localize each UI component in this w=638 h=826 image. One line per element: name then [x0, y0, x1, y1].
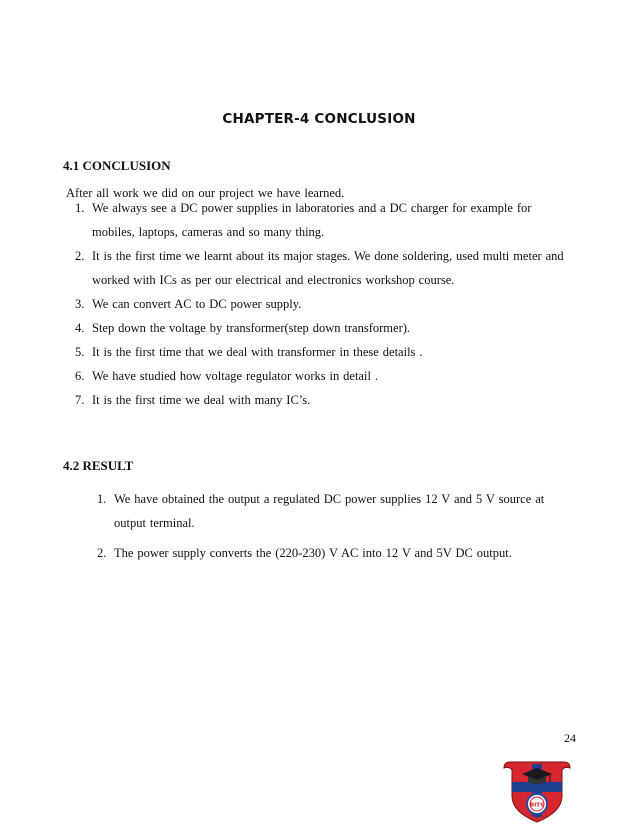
list-text-line: We have studied how voltage regulator works in detail .: [92, 369, 378, 383]
list-text-line: Step down the voltage by transformer(step down transformer).: [92, 321, 411, 335]
college-crest-logo: [500, 754, 574, 824]
list-number: 5.: [75, 345, 85, 359]
list-item: [75, 292, 592, 316]
conclusion-intro: After all work we did on our project we have learned.: [66, 186, 345, 200]
list-number: 1.: [97, 492, 107, 506]
list-text-line: mobiles, laptops, cameras and so many thing.: [92, 225, 325, 239]
list-item: [75, 388, 592, 412]
list-text-line: output terminal.: [114, 516, 195, 530]
list-text-line: It is the first time that we deal with transformer in these details .: [92, 345, 423, 359]
list-item: [75, 316, 592, 340]
conclusion-list: [75, 196, 592, 412]
list-number: 2.: [97, 546, 107, 560]
list-number: 2.: [75, 249, 85, 263]
list-number: 4.: [75, 321, 85, 335]
page-number: 24: [564, 731, 576, 745]
list-number: 6.: [75, 369, 85, 383]
chapter-title: CHAPTER-4 CONCLUSION: [222, 111, 416, 127]
list-item: [75, 196, 592, 244]
list-text-line: It is the first time we deal with many IC’s.: [92, 393, 311, 407]
list-text-line: We have obtained the output a regulated DC power supplies 12 V and 5 V source at: [114, 492, 545, 506]
list-number: 1.: [75, 201, 85, 215]
list-text-line: We can convert AC to DC power supply.: [92, 297, 302, 311]
list-text-line: worked with ICs as per our electrical and electronics workshop course.: [92, 273, 455, 287]
conclusion-heading: 4.1 CONCLUSION: [63, 158, 171, 173]
list-text-line: We always see a DC power supplies in laboratories and a DC charger for example for: [92, 201, 532, 215]
list-text-line: It is the first time we learnt about its major stages. We done soldering, used multi meter and: [92, 249, 564, 263]
list-item: [75, 340, 592, 364]
logo-text: BITS: [530, 802, 544, 809]
list-item: [75, 364, 592, 388]
list-item: [97, 487, 614, 535]
result-list: [97, 487, 614, 565]
list-number: 7.: [75, 393, 85, 407]
list-item: [75, 244, 592, 292]
list-item: [97, 541, 614, 565]
list-text-line: The power supply converts the (220-230) V AC into 12 V and 5V DC output.: [114, 546, 512, 560]
list-number: 3.: [75, 297, 85, 311]
result-heading: 4.2 RESULT: [63, 458, 134, 473]
